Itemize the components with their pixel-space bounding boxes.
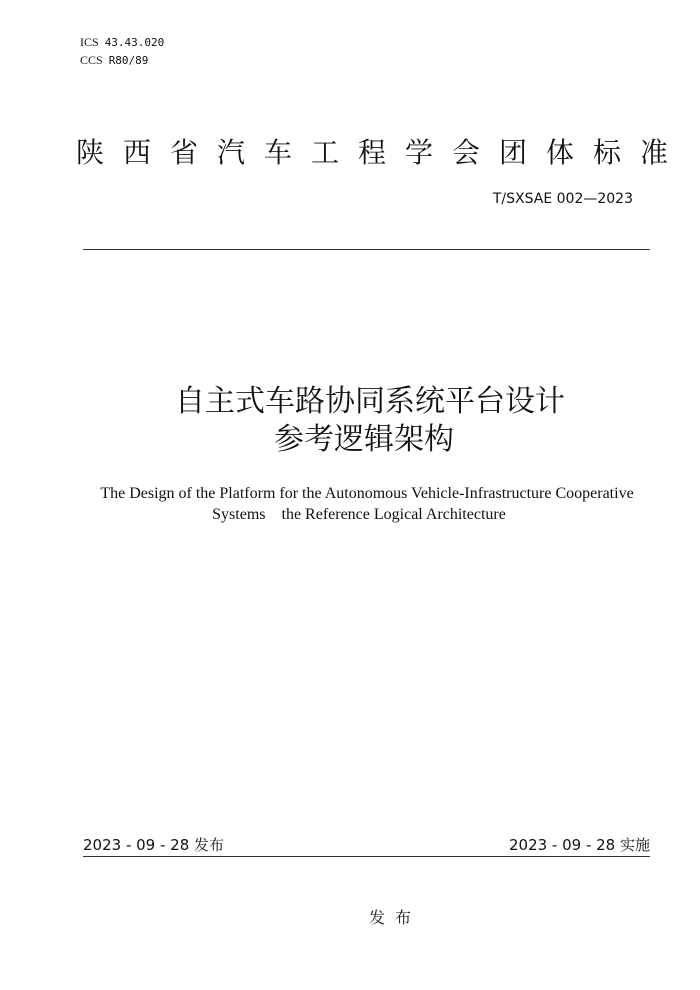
ics-label: ICS <box>80 35 99 49</box>
ics-code <box>80 35 164 50</box>
ics-value: 43.43.020 <box>104 36 165 49</box>
bottom-divider <box>83 856 650 857</box>
ccs-label: CCS <box>80 53 103 67</box>
publisher-label: 发布 <box>368 908 421 927</box>
issue-date: 2023 - 09 - 28 发布 <box>83 836 225 854</box>
standard-number: T/SXSAE 002—2023 <box>492 191 633 207</box>
chinese-title-line-1: 自主式车路协同系统平台设计 <box>175 384 565 419</box>
english-title-line-2: Systems the Reference Logical Architecture <box>212 506 506 523</box>
ccs-value: R80/89 <box>108 54 149 67</box>
top-divider <box>83 249 650 250</box>
english-title-line-1: The Design of the Platform for the Autonomous Vehicle-Infrastructure Cooperative <box>100 485 634 502</box>
ccs-code <box>80 53 148 68</box>
chinese-title-line-2: 参考逻辑架构 <box>274 422 454 457</box>
implementation-date: 2023 - 09 - 28 实施 <box>508 836 650 854</box>
organization-title: 陕西省汽车工程学会团体标准 <box>76 136 688 169</box>
